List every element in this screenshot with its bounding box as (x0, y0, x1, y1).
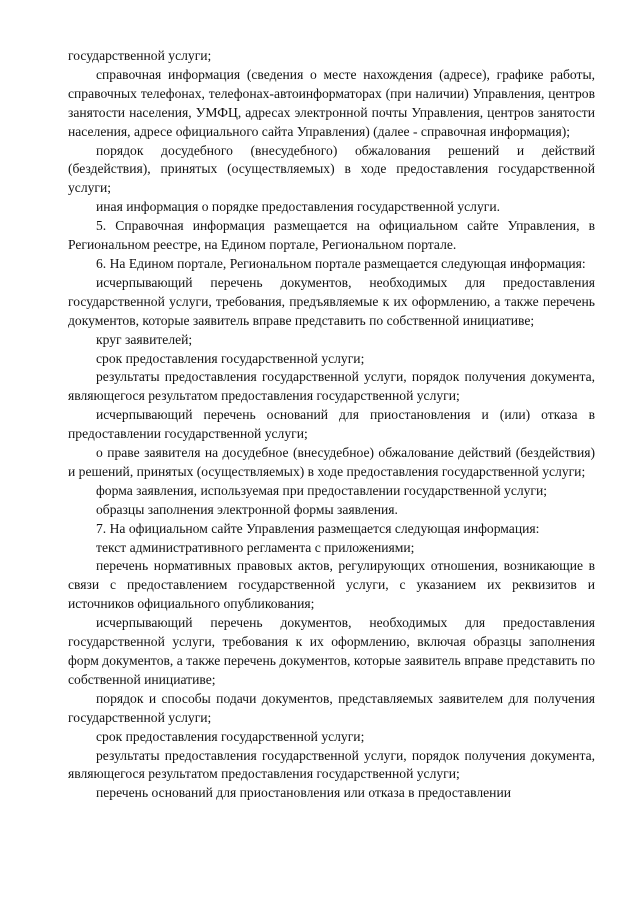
paragraph: порядок досудебного (внесудебного) обжалования решений и действий (бездействия), принятых (осуществляемых) в ходе предоставления государственной услуги; (68, 142, 595, 196)
paragraph: срок предоставления государственной услуги; (96, 728, 365, 744)
paragraph: текст административного регламента с приложениями; (96, 539, 415, 555)
paragraph: порядок и способы подачи документов, представляемых заявителем для получения государственной услуги; (68, 690, 595, 725)
paragraph: срок предоставления государственной услуги; (96, 350, 365, 366)
paragraph: результаты предоставления государственной услуги, порядок получения документа, являющегося результатом предоставления государственной услуги; (68, 369, 595, 404)
paragraph: исчерпывающий перечень документов, необходимых для предоставления государственной услуги, требования к их оформлению, включая образцы заполнения форм документов, а также перечень документов, которые заявитель вправе представить по собственной инициативе; (68, 615, 595, 687)
paragraph: круг заявителей; (96, 331, 193, 347)
paragraph: иная информация о порядке предоставления государственной услуги. (96, 199, 501, 215)
paragraph: результаты предоставления государственной услуги, порядок получения документа, являющегося результатом предоставления государственной услуги; (68, 747, 595, 782)
paragraph: о праве заявителя на досудебное (внесудебное) обжалование действий (бездействия) и решений, принятых (осуществляемых) в ходе предоставления государственной услуги; (68, 445, 595, 479)
paragraph: исчерпывающий перечень документов, необходимых для предоставления государственной услуги, требования, предъявляемые к их оформлению, а также перечень документов, которые заявитель вправе представить по собственной инициативе; (68, 274, 595, 328)
paragraph: исчерпывающий перечень оснований для приостановления и (или) отказа в предоставлении государственной услуги; (68, 407, 595, 442)
paragraph: перечень оснований для приостановления или отказа в предоставлении (96, 785, 511, 801)
paragraph: форма заявления, используемая при предоставлении государственной услуги; (96, 482, 548, 498)
paragraph-item-7: 7. На официальном сайте Управления размещается следующая информация: (96, 520, 540, 536)
paragraph-item-6: 6. На Едином портале, Региональном портале размещается следующая информация: (96, 255, 586, 271)
paragraph-continuation: государственной услуги; (68, 48, 212, 63)
paragraph: образцы заполнения электронной формы заявления. (96, 501, 398, 517)
paragraph: перечень нормативных правовых актов, регулирующих отношения, возникающие в связи с предоставлением государственной услуги, с указанием их реквизитов и источников официального опубликования; (68, 558, 595, 612)
paragraph: справочная информация (сведения о месте нахождения (адресе), графике работы, справочных телефонах, телефонах-автоинформаторах (при наличии) Управления, центров занятости населения, УМФЦ, адресах электронной почты Управления, центров занятости населения, адресе официального сайта Управления) (далее - справочная информация); (68, 66, 595, 139)
document-body (68, 47, 595, 803)
paragraph-item-5: 5. Справочная информация размещается на официальном сайте Управления, в Региональном реестре, на Едином портале, Региональном портале. (68, 218, 595, 253)
